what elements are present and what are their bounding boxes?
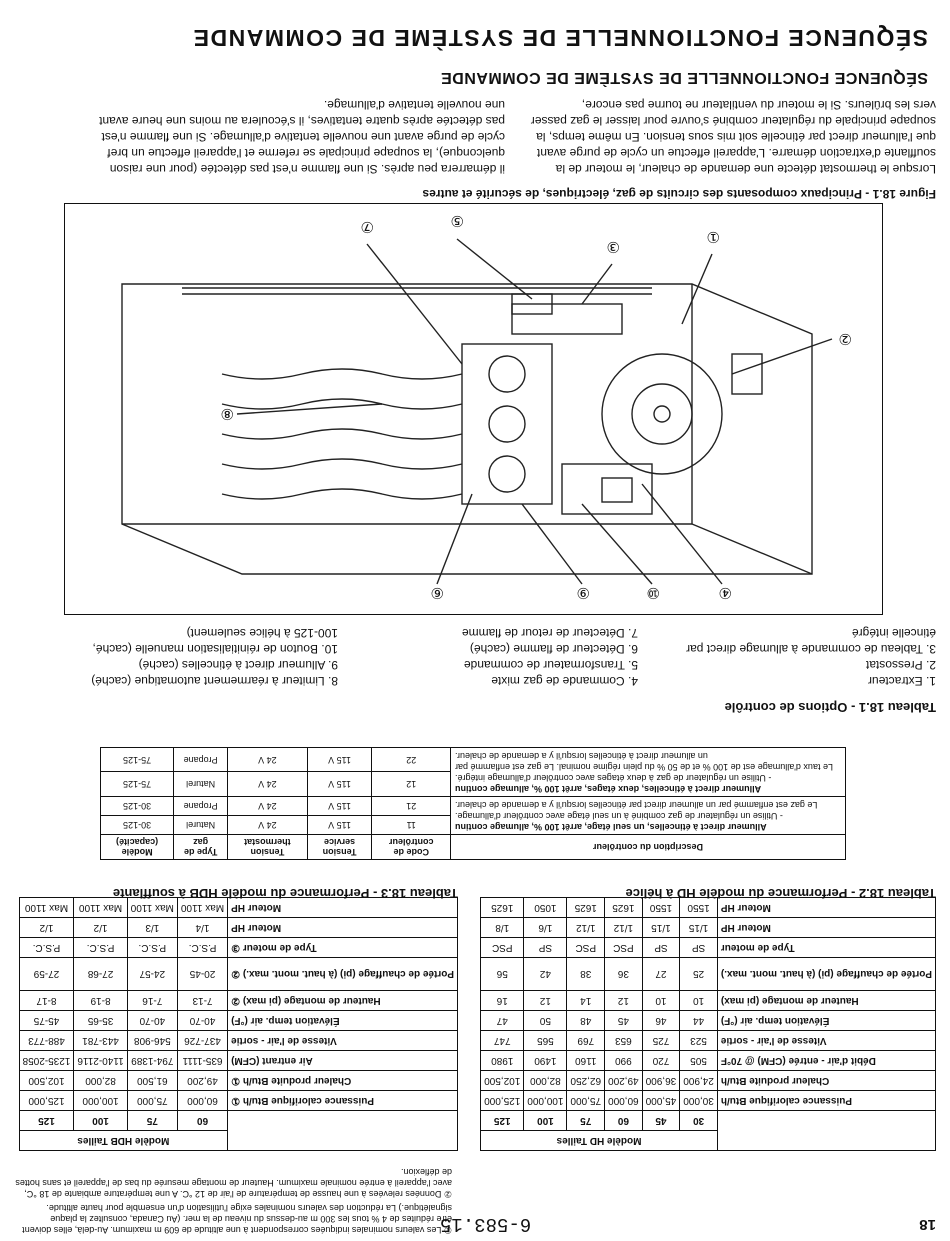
- table-cell: 505: [680, 1051, 718, 1071]
- callout-7: ⑦: [360, 218, 374, 236]
- description-cell: [451, 748, 846, 797]
- legend-column-2: [368, 625, 638, 689]
- size-cell: 125: [19, 1111, 74, 1131]
- table-cell: 75,000: [127, 1091, 177, 1111]
- table-cell-model: 30-125: [101, 797, 174, 816]
- table-cell: 488-773: [19, 1031, 74, 1051]
- table-row: [19, 918, 457, 938]
- table-cell: PSC: [567, 938, 605, 958]
- table-cell: 61,500: [127, 1071, 177, 1091]
- callout-5: ⑤: [450, 212, 464, 230]
- table-cell-service: 115 V: [307, 797, 372, 816]
- callout-8: ⑧: [220, 405, 234, 423]
- table-cell: 990: [605, 1051, 643, 1071]
- legend-item: 9. Allumeur direct à étincelles (caché): [138, 658, 338, 672]
- table-cell: 27-68: [74, 958, 127, 991]
- gas-valve: [562, 464, 652, 514]
- table-cell-thermostat: 24 V: [228, 772, 307, 797]
- table-cell-code: 12: [372, 772, 451, 797]
- table-cell: 44: [680, 1011, 718, 1031]
- table-row: [481, 1051, 936, 1071]
- section-title: SÉQUENCE FONCTIONNELLE DE SYSTÈME DE COMMANDE: [192, 25, 928, 51]
- table-row: [19, 1031, 457, 1051]
- legend-item: 7. Détecteur de retour de flamme: [461, 626, 638, 640]
- table-cell: 7-13: [177, 991, 227, 1011]
- table-cell: 1235-2058: [19, 1051, 74, 1071]
- table-cell-gas: Naturel: [174, 816, 228, 835]
- table-cell: 35-65: [74, 1011, 127, 1031]
- table-cell: 1/15: [642, 918, 680, 938]
- row-label: Chaleur produite Btu/h ①: [228, 1071, 458, 1091]
- table-cell: 653: [605, 1031, 643, 1051]
- table-row: [19, 1071, 457, 1091]
- table-cell: 1/2: [19, 918, 74, 938]
- table-cell-service: 115 V: [307, 748, 372, 773]
- table-cell: Max 1100: [127, 898, 177, 918]
- table-cell: 12: [524, 991, 567, 1011]
- row-label: Moteur HP: [228, 918, 458, 938]
- table-cell: SP: [642, 938, 680, 958]
- row-label: Hauteur de montage (pi max) ②: [228, 991, 458, 1011]
- row-label: Puissance calorifique Btu/h ①: [228, 1091, 458, 1111]
- callout-10: ⑩: [646, 584, 660, 602]
- table-cell: 49,200: [177, 1071, 227, 1091]
- table-row: [481, 991, 936, 1011]
- table-cell: 24-57: [127, 958, 177, 991]
- table-cell: 1/12: [605, 918, 643, 938]
- table-cell: 48: [567, 1011, 605, 1031]
- table-cell-thermostat: 24 V: [228, 748, 307, 773]
- legend-column-1: [646, 625, 936, 689]
- legend-item: 2. Pressostat: [865, 658, 936, 672]
- row-label: Élévation temp. air (°F): [717, 1011, 935, 1031]
- row-label: Portée de chauffage (pi) (à haut. mont. max.) ②: [228, 958, 458, 991]
- row-label: Puissance calorifique Btu/h: [717, 1091, 935, 1111]
- table-cell: 102,500: [19, 1071, 74, 1091]
- column-header: Code de contrôleur: [372, 835, 451, 860]
- callout-2: ②: [838, 330, 852, 348]
- table-cell-model: 75-125: [101, 772, 174, 797]
- table-cell: 1550: [680, 898, 718, 918]
- table-cell: 1/15: [680, 918, 718, 938]
- table-cell: 1/8: [481, 918, 524, 938]
- table-row: [481, 1071, 936, 1091]
- heat-exchanger-tubes: [222, 369, 462, 499]
- figure-caption: Figure 18.1 - Principaux composants des circuits de gaz, électriques, de sécurité et autres: [422, 187, 936, 201]
- row-label: Moteur HP: [228, 898, 458, 918]
- size-cell: 45: [642, 1111, 680, 1131]
- table-cell: 1625: [481, 898, 524, 918]
- burner-manifold: [462, 344, 552, 504]
- table-cell-service: 115 V: [307, 772, 372, 797]
- row-label: Air entrant (CFM): [228, 1051, 458, 1071]
- legend-item: 10. Bouton de réinitialisation manuelle (caché,: [92, 642, 338, 656]
- table-cell: 42: [524, 958, 567, 991]
- table-row: [19, 991, 457, 1011]
- table-cell: 12: [605, 991, 643, 1011]
- table-cell: 1625: [567, 898, 605, 918]
- table-cell: 27-59: [19, 958, 74, 991]
- page-number: 18: [919, 1216, 936, 1233]
- table-cell: 565: [524, 1031, 567, 1051]
- table-row: [481, 918, 936, 938]
- row-label: Type de moteur: [717, 938, 935, 958]
- table-cell-code: 11: [372, 816, 451, 835]
- column-header: Tension service: [307, 835, 372, 860]
- callout-3: ③: [606, 238, 620, 256]
- column-header: Modèle (capacité): [101, 835, 174, 860]
- table-cell: 7-16: [127, 991, 177, 1011]
- table-cell-gas: Naturel: [174, 772, 228, 797]
- table-cell: 747: [481, 1031, 524, 1051]
- column-header: Tension thermostat: [228, 835, 307, 860]
- header-row: [19, 1131, 457, 1151]
- table-cell: SP: [524, 938, 567, 958]
- table-cell: 60,000: [605, 1091, 643, 1111]
- pressure-switch: [732, 354, 762, 394]
- table-row: [19, 938, 457, 958]
- table-cell: 49,200: [605, 1071, 643, 1091]
- corner-cell: [717, 1111, 935, 1151]
- table-cell: 725: [642, 1031, 680, 1051]
- legend-item: 8. Limiteur à réarmement automatique (caché): [91, 674, 338, 688]
- legend-item: étincelle intégré: [851, 626, 936, 640]
- row-label: Vitesse de l'air - sortie: [717, 1031, 935, 1051]
- table-cell: 30,000: [680, 1091, 718, 1111]
- table-cell: 60,000: [177, 1091, 227, 1111]
- table-row: [101, 816, 846, 835]
- table-cell: Max 1100: [19, 898, 74, 918]
- table-cell: 56: [481, 958, 524, 991]
- footnote-1: ① Les valeurs nominales indiquées correspondent à une altitude de 609 m maximum. Au-delà, elles doivent être réduites de 4 % tous les 300 m au-dessus du niveau de la mer. (Au Canada, consultez la plaque signalétique.) La réduction des valeurs nominales exige l'utilisation d'un ensemble pour haute altitude.: [22, 1203, 452, 1235]
- table-cell: 437-726: [177, 1031, 227, 1051]
- table-cell: 24,900: [680, 1071, 718, 1091]
- size-header: Modèle HDB Tailles: [19, 1131, 228, 1151]
- callout-9: ⑨: [576, 584, 590, 602]
- row-label: Moteur HP: [717, 918, 935, 938]
- table-cell: 100,000: [74, 1091, 127, 1111]
- sequence-text-left: Lorsque le thermostat détecte une demande de chaleur, le moteur de la soufflante d'extraction démarre. L'appareil effectue un cycle de purge avant que l'allumeur direct par étincelle soit mis sous tension. En même temps, la soupape principale du régulateur combiné s'ouvre pour laisser le gaz passer vers les brûleurs. Si le moteur du ventilateur ne tourne pas encore,: [530, 98, 936, 176]
- table-cell: 1160: [567, 1051, 605, 1071]
- description-cell: [451, 797, 846, 835]
- table-cell: Max 1100: [177, 898, 227, 918]
- table-cell: 769: [567, 1031, 605, 1051]
- size-cell: 100: [74, 1111, 127, 1131]
- table-cell: 82,000: [74, 1071, 127, 1091]
- description-line: Allumeur direct à étincelles, un seul étage, arrêt 100 %, allumage continu: [455, 822, 767, 832]
- size-cell: 100: [524, 1111, 567, 1131]
- table-cell-model: 75-125: [101, 748, 174, 773]
- table-cell: 1/3: [127, 918, 177, 938]
- table-cell-model: 30-125: [101, 816, 174, 835]
- description-line: Le gaz est enflammé par un allumeur direct par étincelles lorsqu'il y a demande de chaleur.: [455, 800, 818, 810]
- blower-housing: [602, 354, 722, 474]
- table-cell: 75,000: [567, 1091, 605, 1111]
- table-cell-thermostat: 24 V: [228, 797, 307, 816]
- table-cell: 1/6: [524, 918, 567, 938]
- table-cell: 14: [567, 991, 605, 1011]
- table-cell-thermostat: 24 V: [228, 816, 307, 835]
- table-cell-gas: Propane: [174, 797, 228, 816]
- table-cell: P.S.C.: [177, 938, 227, 958]
- row-label: Vitesse de l'air - sortie: [228, 1031, 458, 1051]
- table-row: [19, 1011, 457, 1031]
- table-cell: 8-19: [74, 991, 127, 1011]
- callout-6: ⑥: [430, 584, 444, 602]
- legend-column-3: [8, 625, 338, 689]
- table-cell: P.S.C.: [19, 938, 74, 958]
- size-header: Modèle HD Tailles: [481, 1131, 718, 1151]
- table-cell: 25: [680, 958, 718, 991]
- control-board: [512, 304, 622, 334]
- header-row: [481, 1131, 936, 1151]
- table-row: [481, 1011, 936, 1031]
- hd-table-title: Tableau 18.2 - Performance du modèle HD à hélice: [625, 886, 936, 901]
- table-cell: 16: [481, 991, 524, 1011]
- callout-4: ④: [718, 584, 732, 602]
- corner-cell: [228, 1111, 458, 1151]
- table-cell: 45,000: [642, 1091, 680, 1111]
- table-cell: 1980: [481, 1051, 524, 1071]
- callout-1: ①: [706, 228, 720, 246]
- table-row: [101, 772, 846, 797]
- table-cell: 40-70: [177, 1011, 227, 1031]
- table-cell: 50: [524, 1011, 567, 1031]
- size-cell: 30: [680, 1111, 718, 1131]
- table-cell: 82,000: [524, 1071, 567, 1091]
- table-cell: 102,500: [481, 1071, 524, 1091]
- header-row: [101, 835, 846, 860]
- legend-item: 100-125 à hélice seulement): [186, 626, 338, 640]
- table-cell: 20-45: [177, 958, 227, 991]
- table-row: [19, 1051, 457, 1071]
- table-cell: 27: [642, 958, 680, 991]
- table-cell: 46: [642, 1011, 680, 1031]
- row-label: Hauteur de montage (pi max): [717, 991, 935, 1011]
- table-cell-code: 21: [372, 797, 451, 816]
- table-cell: 1/12: [567, 918, 605, 938]
- size-cell: 125: [481, 1111, 524, 1131]
- table-cell: 1/2: [74, 918, 127, 938]
- row-label: Type de moteur ③: [228, 938, 458, 958]
- component-figure: [64, 203, 883, 615]
- table-cell: 10: [642, 991, 680, 1011]
- table-cell: 1490: [524, 1051, 567, 1071]
- table-row: [19, 1091, 457, 1111]
- legend-item: 6. Détecteur de flamme (caché): [469, 642, 638, 656]
- hdb-table-title: Tableau 18.3 - Performance du modèle HDB à soufflante: [112, 886, 458, 901]
- table-cell: PSC: [605, 938, 643, 958]
- hd-performance-table: [480, 897, 936, 1151]
- table-cell: 8-17: [19, 991, 74, 1011]
- table-cell: 38: [567, 958, 605, 991]
- legend-item: 1. Extracteur: [867, 674, 936, 688]
- table-cell-code: 22: [372, 748, 451, 773]
- table-cell: 720: [642, 1051, 680, 1071]
- column-header: Description du contrôleur: [451, 835, 846, 860]
- table-cell: 1050: [524, 898, 567, 918]
- size-cell: 75: [567, 1111, 605, 1131]
- legend-item: 5. Transformateur de commande: [463, 658, 638, 672]
- table-cell: 36: [605, 958, 643, 991]
- table-row: [481, 1091, 936, 1111]
- table-cell: 47: [481, 1011, 524, 1031]
- table-cell: 546-908: [127, 1031, 177, 1051]
- document-code: 6-583.15: [440, 1213, 532, 1235]
- table-cell: 1625: [605, 898, 643, 918]
- footnotes: [14, 1163, 452, 1235]
- table-cell: 1550: [642, 898, 680, 918]
- row-label: Portée de chauffage (pi) (à haut. mont. max.): [717, 958, 935, 991]
- table-cell: 125,000: [481, 1091, 524, 1111]
- hdb-performance-table: [19, 897, 458, 1151]
- table-cell: 36,900: [642, 1071, 680, 1091]
- table-cell: Max 1100: [74, 898, 127, 918]
- size-cell: 60: [605, 1111, 643, 1131]
- table-cell: 125,000: [19, 1091, 74, 1111]
- table-cell: 45: [605, 1011, 643, 1031]
- table-cell: 100,000: [524, 1091, 567, 1111]
- description-line: - Utilise un régulateur de gaz combiné à un seul étage avec contrôleur d'allumage.: [455, 811, 783, 821]
- table-row: [481, 958, 936, 991]
- row-label: Élévation temp. air (°F): [228, 1011, 458, 1031]
- table-cell: P.S.C.: [74, 938, 127, 958]
- table-cell: 10: [680, 991, 718, 1011]
- table-cell: 635-1111: [177, 1051, 227, 1071]
- control-options-table: [100, 747, 846, 860]
- table-row: [19, 958, 457, 991]
- table-cell: 1/4: [177, 918, 227, 938]
- table-cell: 794-1389: [127, 1051, 177, 1071]
- size-cell: 75: [127, 1111, 177, 1131]
- table-cell-gas: Propane: [174, 748, 228, 773]
- description-line: Le taux d'allumage est de 100 % et de 50 % du plein régime nominal. Le gaz est enflammé par un allumeur direct à étincelles lorsqu'il y a demande de chaleur.: [455, 751, 833, 772]
- sequence-text-right: il démarrera peu après. Si une flamme n'est pas détectée (pour une raison quelconque), la soupape principale se referme et l'appareil effectue un bref cycle de purge avant une nouvelle tentative d'allumage. Si une flamme n'est pas détectée après quatre tentatives, il s'écoulera au moins une heure avant une nouvelle tentative d'allumage.: [99, 98, 505, 176]
- table-cell: PSC: [481, 938, 524, 958]
- table-cell: 523: [680, 1031, 718, 1051]
- table-cell: 45-75: [19, 1011, 74, 1031]
- footnote-2: ② Données relevées à une hausse de température de l'air de 12 °C. A une température ambiante de 18 °C, avec l'appareil à entrée nominale maximum. Hauteur de montage mesurée du bas de l'appareil et sans hottes de déflexion.: [15, 1167, 452, 1199]
- table-cell: SP: [680, 938, 718, 958]
- table-cell-service: 115 V: [307, 816, 372, 835]
- heater-illustration: [65, 204, 882, 614]
- table-cell: 40-70: [127, 1011, 177, 1031]
- description-line: - Utilise un régulateur de gaz à deux étages avec contrôleur d'allumage intégré.: [455, 773, 772, 783]
- row-label: Chaleur produite Btu/h: [717, 1071, 935, 1091]
- legend-item: 3. Tableau de commande à allumage direct par: [686, 642, 936, 656]
- section-heading: SÉQUENCE FONCTIONNELLE DE SYSTÈME DE COMMANDE: [440, 69, 928, 86]
- control-table-title: Tableau 18.1 - Options de contrôle: [724, 700, 936, 715]
- row-label: Moteur HP: [717, 898, 935, 918]
- row-label: Débit d'air - entrée (CFM) @ 70°F: [717, 1051, 935, 1071]
- table-cell: 62,250: [567, 1071, 605, 1091]
- table-cell: P.S.C.: [127, 938, 177, 958]
- column-header: Type de gaz: [174, 835, 228, 860]
- legend-item: 4. Commande de gaz mixte: [491, 674, 638, 688]
- table-row: [481, 1031, 936, 1051]
- table-cell: 443-781: [74, 1031, 127, 1051]
- size-cell: 60: [177, 1111, 227, 1131]
- description-line: Allumeur direct à étincelles, deux étages, arrêt 100 %, allumage continu: [455, 784, 762, 794]
- table-cell: 1140-2116: [74, 1051, 127, 1071]
- table-row: [481, 938, 936, 958]
